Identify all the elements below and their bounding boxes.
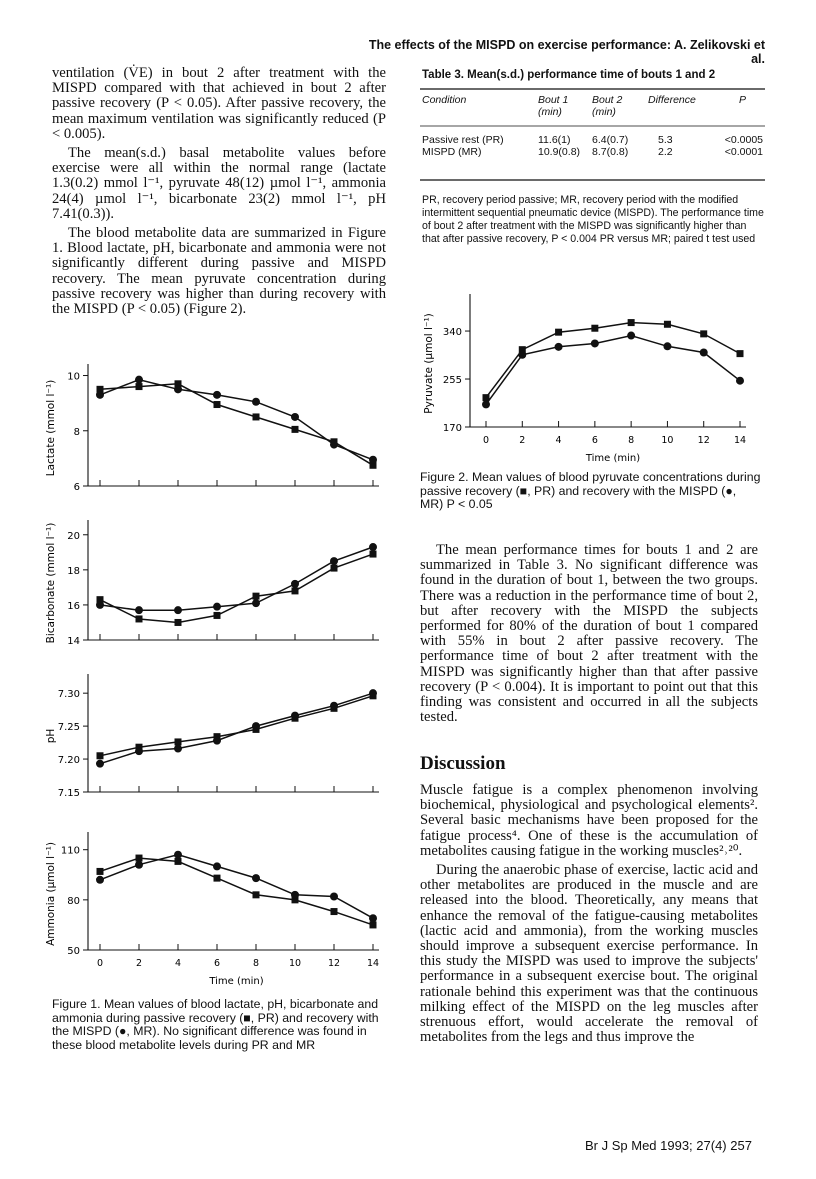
- data-point-PR: [737, 350, 744, 357]
- data-point-MR: [96, 601, 104, 609]
- data-point-MR: [330, 441, 338, 449]
- data-point-MR: [591, 339, 599, 347]
- y-axis-label: Ammonia (µmol l⁻¹): [45, 842, 57, 946]
- table-cell: 8.7(0.8): [592, 146, 629, 158]
- x-tick-label: 0: [482, 435, 490, 446]
- data-point-MR: [174, 851, 182, 859]
- data-point-MR: [627, 332, 635, 340]
- paragraph: The mean(s.d.) basal metabolite values before exercise were all within the normal range (lactate 1.3(0.2) mmol l⁻¹, pyruvate 48(12) µmol l⁻¹, ammonia 24(4) µmol l⁻¹, bicarbonate 23(2) mmol l⁻¹, pH 7.41(0.3)).: [52, 145, 386, 222]
- data-point-MR: [96, 760, 104, 768]
- data-point-PR: [214, 401, 221, 408]
- y-tick-label: 255: [442, 375, 462, 387]
- data-point-PR: [555, 329, 562, 336]
- x-tick-label: 0: [96, 958, 104, 969]
- figure-2: [418, 282, 768, 467]
- x-tick-label: 2: [519, 435, 526, 446]
- paragraph: The blood metabolite data are summarized in Figure 1. Blood lactate, pH, bicarbonate and ammonia were not significantly different during passive and MISPD recovery. The mean pyruvate concentration during passive recovery was higher than during recovery with the MISPD (P < 0.05) (Figure 2).: [52, 225, 386, 318]
- running-header: The effects of the MISPD on exercise performance: A. Zelikovski et al.: [368, 38, 765, 66]
- data-point-MR: [252, 599, 260, 607]
- x-tick-label: 4: [555, 435, 562, 446]
- th-bout2: Bout 2 (min): [592, 94, 623, 118]
- data-point-PR: [370, 921, 377, 928]
- data-point-PR: [700, 330, 707, 337]
- th-condition: Condition: [422, 94, 467, 106]
- y-tick-label: 110: [60, 845, 80, 857]
- data-point-MR: [369, 456, 377, 464]
- data-point-MR: [291, 712, 299, 720]
- x-axis-label: Time (min): [209, 976, 264, 987]
- table-cell: MISPD (MR): [422, 146, 482, 158]
- series-line-PR: [100, 384, 373, 466]
- discussion-heading: Discussion: [420, 753, 506, 774]
- data-point-PR: [591, 325, 598, 332]
- x-tick-label: 8: [628, 435, 635, 446]
- data-point-MR: [174, 606, 182, 614]
- data-point-MR: [518, 351, 526, 359]
- y-tick-label: 14: [67, 636, 80, 647]
- y-tick-label: 10: [67, 371, 80, 383]
- data-point-PR: [370, 551, 377, 558]
- y-tick-label: 50: [67, 946, 80, 957]
- x-tick-label: 6: [213, 958, 221, 969]
- data-point-MR: [135, 606, 143, 614]
- y-tick-label: 20: [67, 530, 80, 542]
- right-column-text: [420, 543, 758, 729]
- x-tick-label: 10: [661, 435, 674, 446]
- y-tick-label: 80: [67, 895, 80, 907]
- y-axis-label: Pyruvate (µmol l⁻¹): [423, 313, 435, 414]
- figure-2-caption: Figure 2. Mean values of blood pyruvate concentrations during passive recovery (■, PR) and recovery with the MISPD (●, MR) P < 0.05: [420, 470, 761, 511]
- data-point-MR: [174, 385, 182, 393]
- table-cell: 5.3: [658, 134, 673, 146]
- y-tick-label: 7.15: [57, 788, 80, 799]
- data-point-MR: [369, 914, 377, 922]
- data-point-MR: [482, 400, 490, 408]
- data-point-PR: [331, 908, 338, 915]
- x-tick-label: 6: [591, 435, 598, 446]
- data-point-MR: [135, 747, 143, 755]
- table-3-caption: Table 3. Mean(s.d.) performance time of bouts 1 and 2: [422, 69, 716, 81]
- y-tick-label: 7.30: [57, 689, 80, 701]
- figure-1-caption: Figure 1. Mean values of blood lactate, pH, bicarbonate and ammonia during passive recovery (■, PR) and recovery with the MISPD (●, MR). No significant difference was found in these blood metabolite levels during PR and MR: [52, 997, 379, 1052]
- left-column-text: [52, 66, 386, 321]
- table-cell: Passive rest (PR): [422, 134, 504, 146]
- paragraph: The mean performance times for bouts 1 and 2 are summarized in Table 3. No significant difference was found in the duration of bout 1, between the two groups. There was a reduction in the performance time of bout 2, but after recovery with the MISPD the subjects performed for 80% of the duration of bout 1 compared with 55% in bout 2 after passive recovery. The performance time of bout 2 after treatment with the MISPD was significantly higher than that after passive recovery (P < 0.004). It is important to point out that this finding was consistent and occurred in all the subjects tested.: [420, 542, 758, 726]
- data-point-PR: [292, 587, 299, 594]
- x-tick-label: 14: [733, 435, 747, 446]
- data-point-PR: [136, 855, 143, 862]
- data-point-MR: [252, 722, 260, 730]
- data-point-MR: [736, 377, 744, 385]
- table-cell: <0.0005: [724, 134, 763, 146]
- y-tick-label: 170: [442, 423, 462, 434]
- data-point-PR: [664, 321, 671, 328]
- data-point-MR: [291, 891, 299, 899]
- table-row: [420, 126, 765, 146]
- data-point-PR: [292, 426, 299, 433]
- table-cell: 11.6(1): [538, 134, 571, 146]
- data-point-MR: [213, 603, 221, 611]
- series-line-MR: [486, 336, 740, 405]
- data-point-MR: [213, 737, 221, 745]
- th-difference: Difference: [648, 94, 696, 106]
- data-point-MR: [252, 398, 260, 406]
- x-tick-label: 4: [174, 958, 182, 969]
- table-row: [420, 146, 765, 158]
- data-point-MR: [174, 745, 182, 753]
- data-point-MR: [291, 413, 299, 421]
- paragraph: During the anaerobic phase of exercise, lactic acid and other metabolites are produced in the muscle and are released into the blood. Theoretically, any means that enhance the removal of the fatigue-causing metabolites (lactic acid and ammonia), from the working muscles should improve a subsequent exercise performance. In this study the MISPD was used to improve the subjects' performance in a subsequent exercise bout. The original rationale behind this experiment was that the continuous milking effect of the MISPD on the leg muscles after strenuous effort, would accelerate the removal of metabolites from the legs and thus improve the: [420, 862, 758, 1046]
- data-point-MR: [330, 702, 338, 710]
- y-tick-label: 18: [67, 565, 80, 577]
- table-3: [420, 90, 765, 158]
- discussion-text: [420, 783, 758, 1049]
- data-point-MR: [700, 348, 708, 356]
- x-axis-label: Time (min): [585, 453, 641, 464]
- paragraph: ventilation (V̇E) in bout 2 after treatment with the MISPD compared with that achieved in bout 2 after passive recovery (P < 0.05). After passive recovery, the mean maximum ventilation was significantly reduced (P < 0.005).: [52, 65, 386, 142]
- table-cell: <0.0001: [724, 146, 763, 158]
- x-tick-label: 12: [697, 435, 710, 446]
- data-point-PR: [136, 383, 143, 390]
- data-point-MR: [213, 391, 221, 399]
- data-point-MR: [135, 376, 143, 384]
- x-tick-label: 10: [288, 958, 302, 969]
- data-point-MR: [369, 543, 377, 551]
- th-bout1: Bout 1 (min): [538, 94, 569, 118]
- data-point-MR: [291, 580, 299, 588]
- y-tick-label: 8: [73, 426, 80, 438]
- y-tick-label: 7.20: [57, 755, 80, 767]
- y-tick-label: 6: [73, 482, 80, 493]
- data-point-MR: [663, 342, 671, 350]
- data-point-MR: [555, 343, 563, 351]
- data-point-PR: [331, 565, 338, 572]
- data-point-MR: [96, 391, 104, 399]
- y-tick-label: 340: [442, 327, 462, 339]
- y-tick-label: 16: [67, 600, 80, 612]
- data-point-MR: [369, 689, 377, 697]
- y-axis-label: pH: [45, 728, 57, 744]
- data-point-PR: [175, 858, 182, 865]
- data-point-MR: [330, 557, 338, 565]
- data-point-PR: [214, 875, 221, 882]
- data-point-PR: [214, 612, 221, 619]
- x-tick-label: 2: [135, 958, 143, 969]
- table-cell: 2.2: [658, 146, 673, 158]
- data-point-PR: [253, 413, 260, 420]
- x-tick-label: 8: [252, 958, 260, 969]
- data-point-PR: [97, 868, 104, 875]
- y-axis-label: Lactate (mmol l⁻¹): [45, 379, 57, 477]
- x-tick-label: 14: [366, 958, 380, 969]
- data-point-PR: [136, 615, 143, 622]
- data-point-PR: [175, 619, 182, 626]
- data-point-MR: [252, 874, 260, 882]
- paragraph: Muscle fatigue is a complex phenomenon involving biochemical, physiological and psychological elements². Several basic mechanisms have been proposed for the fatigue process⁴. One of these is the accumulation of metabolites causing fatigue in the working muscles²˒²⁰.: [420, 782, 758, 859]
- data-point-PR: [253, 593, 260, 600]
- table-3-footnote: PR, recovery period passive; MR, recovery period with the modified intermittent sequential pneumatic device (MISPD). The performance time of bout 2 after treatment with the MISPD was significantly higher than that after passive recovery, P < 0.004 PR versus MR; paired t test used: [422, 194, 764, 245]
- y-axis-label: Bicarbonate (mmol l⁻¹): [45, 522, 57, 644]
- data-point-PR: [175, 738, 182, 745]
- data-point-MR: [135, 861, 143, 869]
- data-point-PR: [628, 319, 635, 326]
- series-line-MR: [100, 547, 373, 610]
- data-point-MR: [96, 876, 104, 884]
- table-header-row: [420, 90, 765, 126]
- th-p: P: [738, 94, 746, 106]
- x-tick-label: 12: [327, 958, 341, 969]
- table-cell: 6.4(0.7): [592, 134, 629, 146]
- y-tick-label: 7.25: [57, 722, 80, 734]
- figure-1: [40, 350, 390, 998]
- page-footer: Br J Sp Med 1993; 27(4) 257: [585, 1138, 752, 1153]
- data-point-MR: [330, 893, 338, 901]
- data-point-MR: [213, 862, 221, 870]
- data-point-PR: [253, 891, 260, 898]
- data-point-PR: [97, 752, 104, 759]
- table-cell: 10.9(0.8): [538, 146, 581, 158]
